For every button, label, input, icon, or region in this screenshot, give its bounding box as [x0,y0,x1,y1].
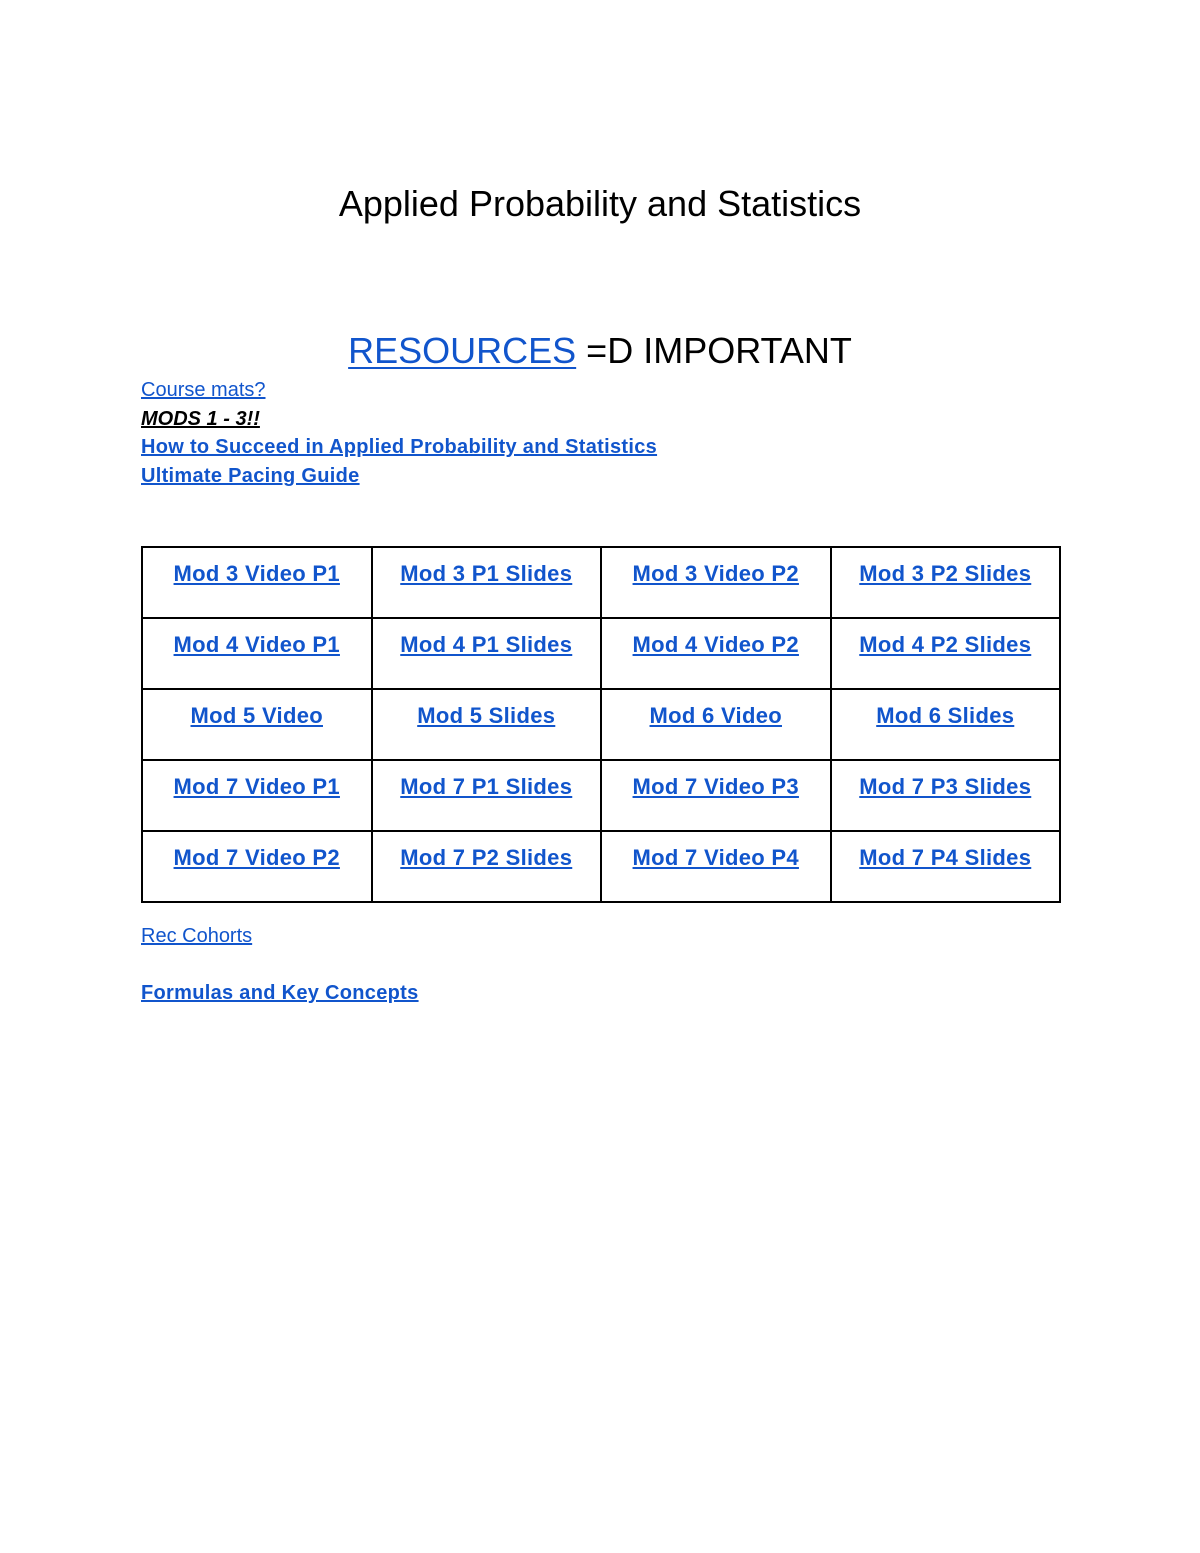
resources-heading-suffix: =D IMPORTANT [576,330,852,371]
page-title: Applied Probability and Statistics [338,183,862,224]
table-row [142,547,1060,618]
table-cell-link[interactable]: Mod 7 P2 Slides [400,845,573,870]
table-cell [601,831,831,902]
resources-link[interactable]: RESOURCES [348,330,577,371]
table-row [142,760,1060,831]
table-cell [831,689,1061,760]
table-cell [372,547,602,618]
table-cell [831,760,1061,831]
mods-note: MODS 1 - 3!! [141,407,260,430]
table-cell [831,618,1061,689]
formulas-link[interactable]: Formulas and Key Concepts [141,982,419,1004]
table-cell [372,831,602,902]
table-cell-link[interactable]: Mod 7 P4 Slides [859,845,1032,870]
table-row [142,618,1060,689]
top-links-block [141,376,1061,490]
table-cell-link[interactable]: Mod 4 Video P2 [632,632,799,657]
how-to-succeed-link[interactable]: How to Succeed in Applied Probability and Statistics [141,436,658,458]
table-cell-link[interactable]: Mod 5 Slides [417,703,556,728]
table-cell [372,760,602,831]
table-cell-link[interactable]: Mod 7 Video P3 [632,774,799,799]
table-cell [831,831,1061,902]
table-cell-link[interactable]: Mod 7 Video P2 [173,845,340,870]
table-cell-link[interactable]: Mod 6 Slides [876,703,1015,728]
table-cell-link[interactable]: Mod 3 P1 Slides [400,561,573,586]
table-cell-link[interactable]: Mod 6 Video [649,703,782,728]
course-mats-link[interactable]: Course mats? [141,379,266,401]
table-cell [372,689,602,760]
table-row [142,831,1060,902]
table-cell-link[interactable]: Mod 7 Video P4 [632,845,799,870]
table-row [142,689,1060,760]
resources-heading [0,329,1200,373]
table-cell-link[interactable]: Mod 3 Video P2 [632,561,799,586]
table-cell-link[interactable]: Mod 3 P2 Slides [859,561,1032,586]
table-cell [142,831,372,902]
bottom-links-block [141,922,1061,1008]
table-cell-link[interactable]: Mod 7 P1 Slides [400,774,573,799]
rec-cohorts-link[interactable]: Rec Cohorts [141,925,253,947]
table-cell [601,618,831,689]
table-cell [831,547,1061,618]
table-cell [601,760,831,831]
table-cell [142,689,372,760]
table-cell [372,618,602,689]
table-cell-link[interactable]: Mod 7 P3 Slides [859,774,1032,799]
table-cell-link[interactable]: Mod 7 Video P1 [173,774,340,799]
table-cell [601,547,831,618]
table-cell-link[interactable]: Mod 4 P1 Slides [400,632,573,657]
table-cell [142,618,372,689]
table-cell [601,689,831,760]
pacing-guide-link[interactable]: Ultimate Pacing Guide [141,464,360,487]
resource-table [141,546,1061,903]
table-cell-link[interactable]: Mod 5 Video [190,703,323,728]
table-cell-link[interactable]: Mod 4 P2 Slides [859,632,1032,657]
table-cell [142,547,372,618]
table-cell-link[interactable]: Mod 4 Video P1 [173,632,340,657]
table-cell-link[interactable]: Mod 3 Video P1 [173,561,340,586]
table-cell [142,760,372,831]
